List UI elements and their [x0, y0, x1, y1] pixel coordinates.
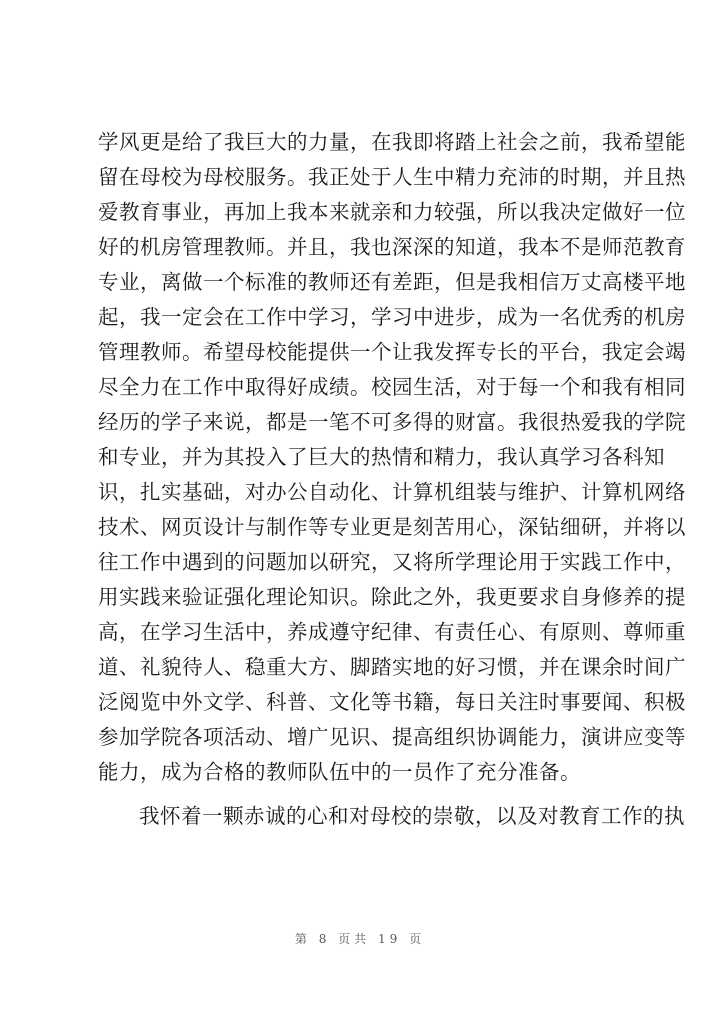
paragraph-line-9: 经历的学子来说，都是一笔不可多得的财富。我很热爱我的学院 — [98, 410, 686, 434]
paragraph-line-20: 我怀着一颗赤诚的心和对母校的崇敬，以及对教育工作的执 — [139, 804, 685, 828]
page-number-footer: 第 8 页共 19 页 — [294, 932, 426, 946]
paragraph-line-12: 技术、网页设计与制作等专业更是刻苦用心，深钻细研，并将以 — [98, 515, 686, 539]
paragraph-line-16: 道、礼貌待人、稳重大方、脚踏实地的好习惯，并在课余时间广 — [98, 655, 686, 679]
paragraph-line-4: 好的机房管理教师。并且，我也深深的知道，我本不是师范教育 — [98, 235, 686, 259]
paragraph-line-5: 专业，离做一个标准的教师还有差距，但是我相信万丈高楼平地 — [98, 270, 686, 294]
paragraph-line-3: 爱教育事业，再加上我本来就亲和力较强，所以我决定做好一位 — [98, 200, 686, 224]
paragraph-line-1: 学风更是给了我巨大的力量，在我即将踏上社会之前，我希望能 — [98, 130, 686, 154]
paragraph-line-10: 和专业，并为其投入了巨大的热情和精力，我认真学习各科知 — [98, 445, 665, 469]
paragraph-line-8: 尽全力在工作中取得好成绩。校园生活，对于每一个和我有相同 — [98, 375, 686, 399]
paragraph-line-17: 泛阅览中外文学、科普、文化等书籍，每日关注时事要闻、积极 — [98, 690, 686, 714]
paragraph-line-19: 能力，成为合格的教师队伍中的一员作了充分准备。 — [98, 760, 581, 784]
paragraph-line-7: 管理教师。希望母校能提供一个让我发挥专长的平台，我定会竭 — [98, 340, 686, 364]
paragraph-line-6: 起，我一定会在工作中学习，学习中进步，成为一名优秀的机房 — [98, 305, 686, 329]
paragraph-line-11: 识，扎实基础，对办公自动化、计算机组装与维护、计算机网络 — [98, 480, 686, 504]
paragraph-line-15: 高，在学习生活中，养成遵守纪律、有责任心、有原则、尊师重 — [98, 620, 686, 644]
paragraph-line-13: 往工作中遇到的问题加以研究，又将所学理论用于实践工作中， — [98, 550, 686, 574]
paragraph-line-14: 用实践来验证强化理论知识。除此之外，我更要求自身修养的提 — [98, 585, 686, 609]
paragraph-line-18: 参加学院各项活动、增广见识、提高组织协调能力，演讲应变等 — [98, 725, 686, 749]
paragraph-line-2: 留在母校为母校服务。我正处于人生中精力充沛的时期，并且热 — [98, 165, 686, 189]
